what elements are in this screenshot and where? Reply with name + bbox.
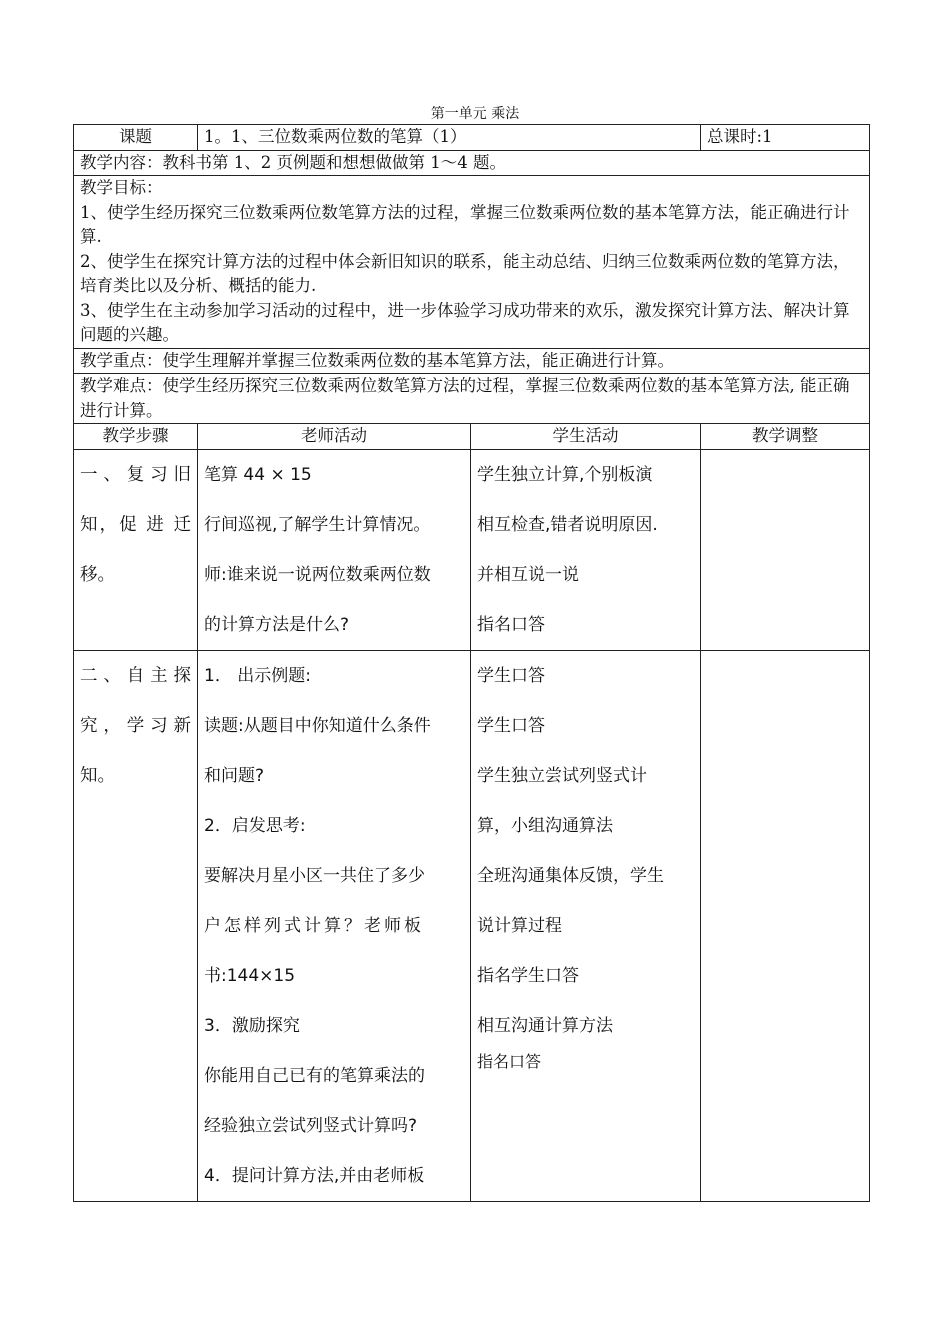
key-point-row xyxy=(74,348,870,374)
teacher-line: 行间巡视,了解学生计算情况。 xyxy=(204,514,431,535)
topic-row xyxy=(74,125,870,151)
column-header-row xyxy=(74,424,870,450)
adjustment-cell xyxy=(701,650,870,1201)
column-header-student: 学生活动 xyxy=(471,424,701,450)
student-activity-cell xyxy=(471,650,701,1201)
column-header-stage: 教学步骤 xyxy=(74,424,198,450)
teacher-activity-cell xyxy=(198,449,471,650)
stage-line: 知。 xyxy=(80,765,115,786)
teacher-line: 4．提问计算方法,并由老师板 xyxy=(204,1165,425,1186)
step-row-explore xyxy=(74,650,870,1201)
teacher-line: 3．激励探究 xyxy=(204,1015,300,1036)
adjustment-cell xyxy=(701,449,870,650)
teaching-content: 教学内容：教科书第 1、2 页例题和想想做做第 1～4 题。 xyxy=(74,150,870,176)
column-header-teacher: 老师活动 xyxy=(198,424,471,450)
teacher-line: 2．启发思考: xyxy=(204,815,306,836)
document-title: 第一单元 乘法 xyxy=(430,106,520,122)
teacher-line: 1． 出示例题: xyxy=(204,665,311,686)
goal-item: 2、使学生在探究计算方法的过程中体会新旧知识的联系，能主动总结、归纳三位数乘两位数的笔算方法，培育类比以及分析、概括的能力. xyxy=(80,251,850,295)
student-line: 相互检查,错者说明原因. xyxy=(477,514,658,535)
key-point: 教学重点：使学生理解并掌握三位数乘两位数的基本笔算方法，能正确进行计算。 xyxy=(74,348,870,374)
teacher-activity-cell xyxy=(198,650,471,1201)
student-line: 学生口答 xyxy=(477,665,545,686)
student-line: 指名口答 xyxy=(477,614,545,635)
stage-line: 一、复习旧 xyxy=(80,464,191,485)
teacher-line: 笔算 44 × 15 xyxy=(204,464,312,485)
stage-line: 移。 xyxy=(80,564,115,585)
stage-cell xyxy=(74,449,198,650)
student-line: 学生口答 xyxy=(477,715,545,736)
student-line: 指名口答 xyxy=(477,1051,542,1071)
goal-item: 3、使学生在主动参加学习活动的过程中，进一步体验学习成功带来的欢乐，激发探究计算方法、解决计算问题的兴趣。 xyxy=(80,300,850,344)
student-line: 全班沟通集体反馈，学生 xyxy=(477,865,664,886)
stage-line: 二、自主探 xyxy=(80,665,191,686)
student-line: 说计算过程 xyxy=(477,915,562,936)
student-line: 算，小组沟通算法 xyxy=(477,815,613,836)
goals-row xyxy=(74,176,870,349)
difficulty-row xyxy=(74,374,870,424)
teacher-line: 的计算方法是什么? xyxy=(204,614,350,635)
teacher-line: 和问题? xyxy=(204,765,265,786)
step-row-review xyxy=(74,449,870,650)
stage-cell xyxy=(74,650,198,1201)
student-line: 并相互说一说 xyxy=(477,564,579,585)
content-row xyxy=(74,150,870,176)
teacher-line: 户怎样列式计算？老师板 xyxy=(204,915,424,936)
topic-label: 课题 xyxy=(74,125,198,151)
teacher-line: 要解决月星小区一共住了多少 xyxy=(204,865,425,886)
student-line: 学生独立尝试列竖式计 xyxy=(477,765,647,786)
column-header-adjustment: 教学调整 xyxy=(701,424,870,450)
teacher-line: 师:谁来说一说两位数乘两位数 xyxy=(204,564,431,585)
student-activity-cell xyxy=(471,449,701,650)
total-hours: 总课时:1 xyxy=(701,125,870,151)
student-line: 学生独立计算,个别板演 xyxy=(477,464,653,485)
difficulty: 教学难点：使学生经历探究三位数乘两位数笔算方法的过程，掌握三位数乘两位数的基本笔算方法, 能正确进行计算。 xyxy=(74,374,870,424)
topic-value: 1。1、三位数乘两位数的笔算（1） xyxy=(198,125,701,151)
teacher-line: 书:144×15 xyxy=(204,965,296,986)
goal-item: 1、使学生经历探究三位数乘两位数笔算方法的过程，掌握三位数乘两位数的基本笔算方法，能正确进行计算. xyxy=(80,202,850,246)
teacher-line: 读题:从题目中你知道什么条件 xyxy=(204,715,431,736)
teacher-line: 经验独立尝试列竖式计算吗? xyxy=(204,1115,418,1136)
teaching-goals xyxy=(74,176,870,349)
stage-line: 知，促 进 迁 xyxy=(80,514,191,535)
teacher-line: 你能用自己已有的笔算乘法的 xyxy=(204,1065,425,1086)
goals-label: 教学目标： xyxy=(80,178,163,197)
student-line: 相互沟通计算方法 xyxy=(477,1015,613,1036)
lesson-plan-table xyxy=(73,124,870,1202)
stage-line: 究，学习新 xyxy=(80,715,191,736)
student-line: 指名学生口答 xyxy=(477,965,579,986)
